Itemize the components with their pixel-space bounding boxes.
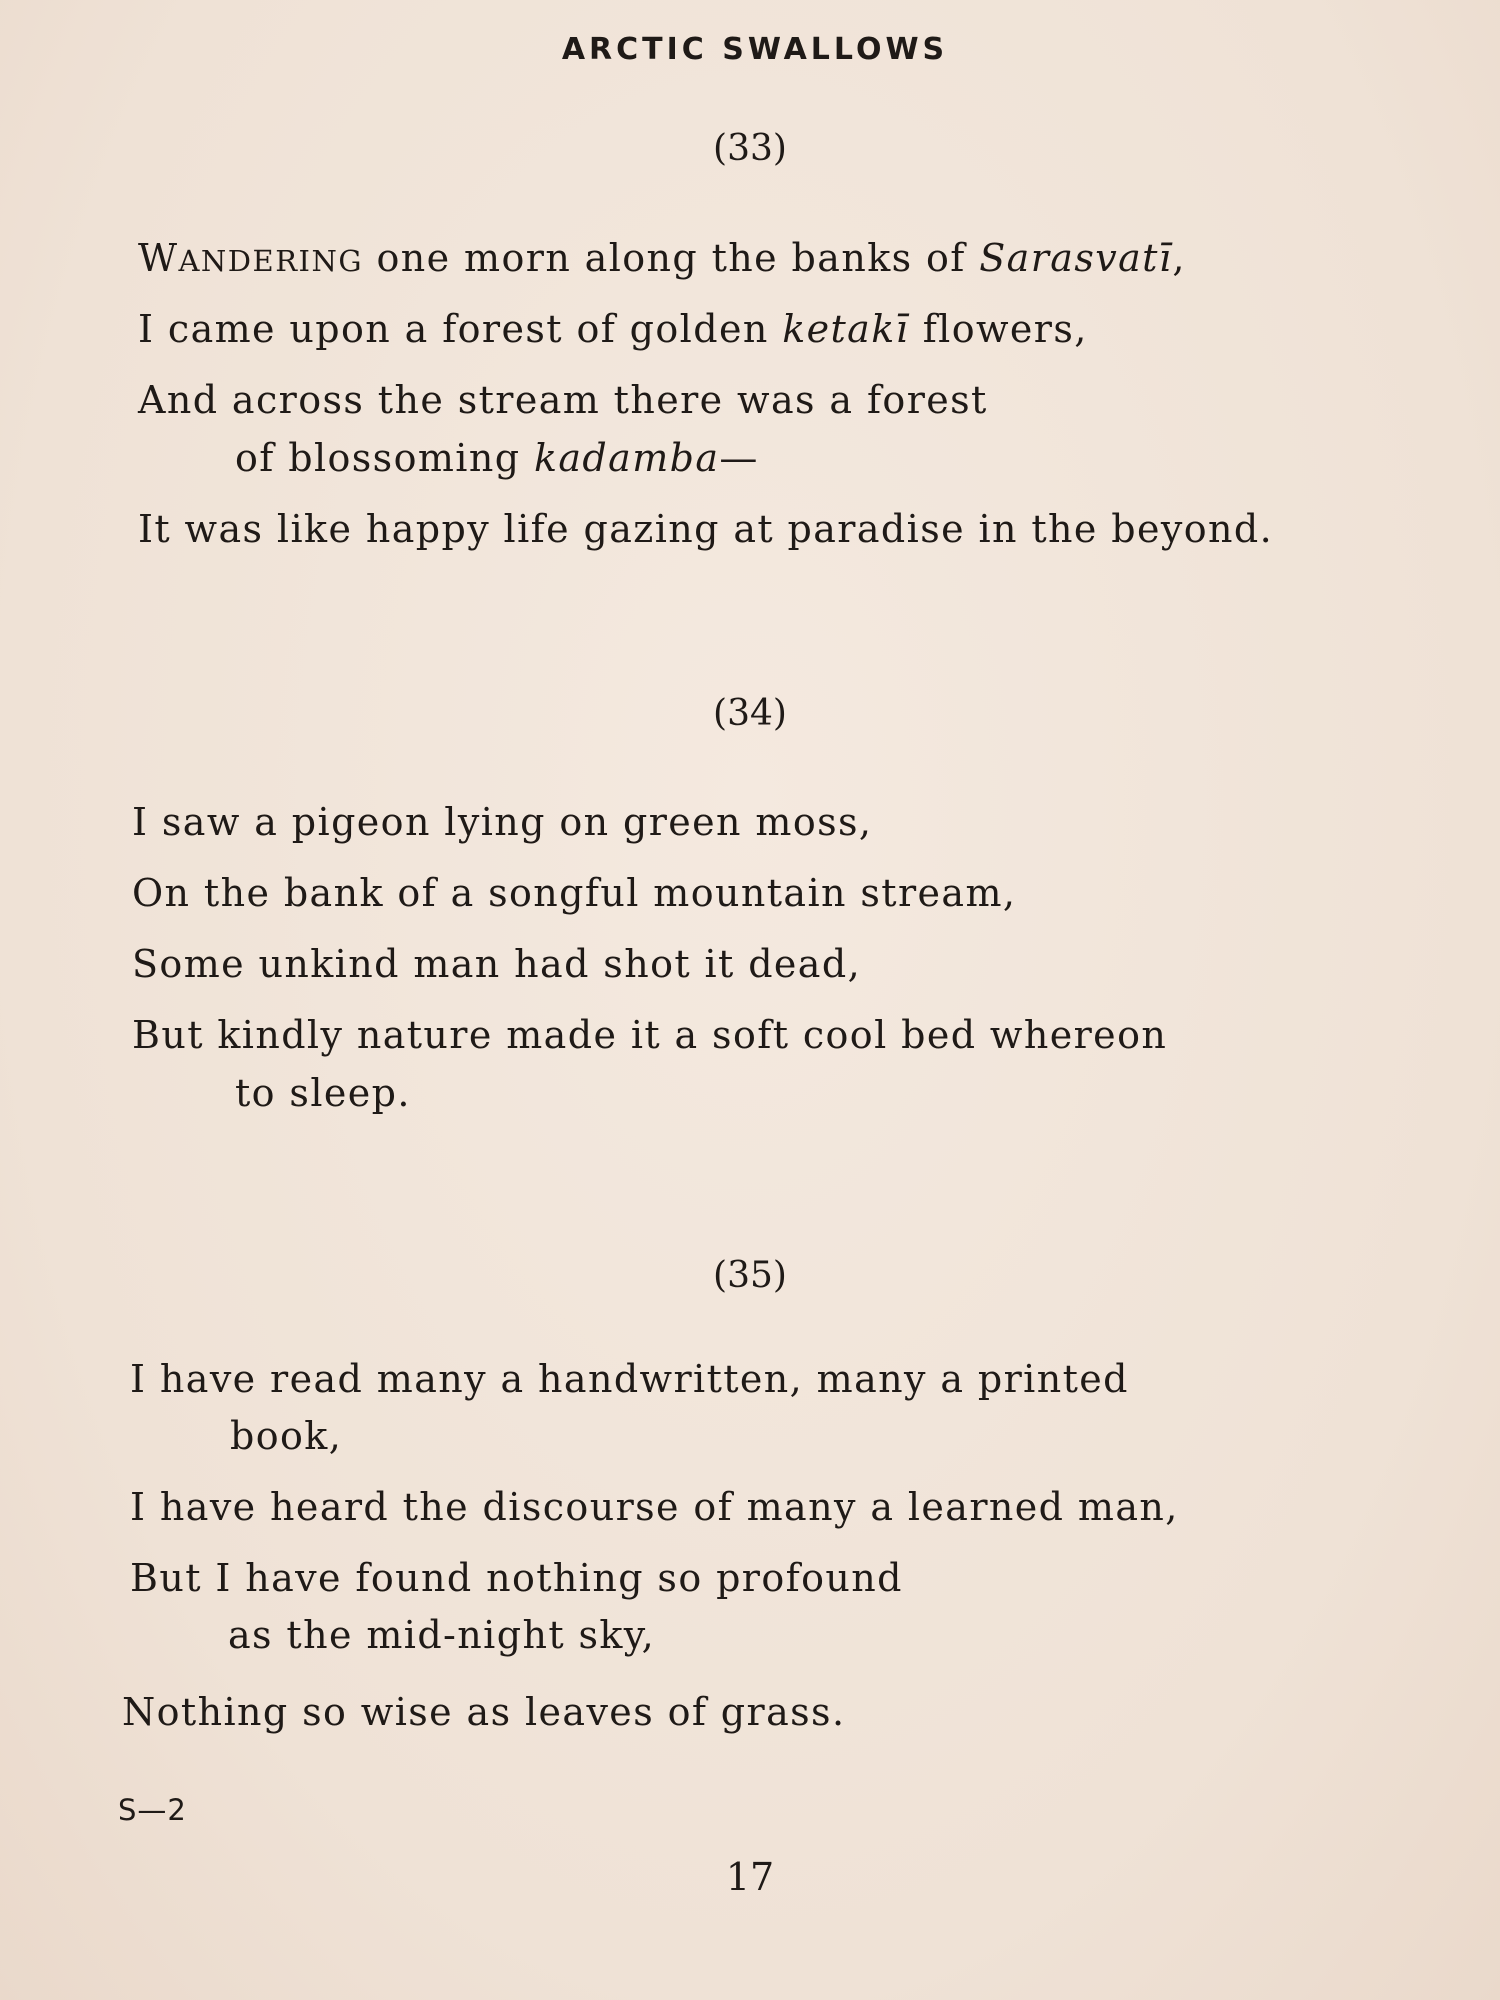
poem-33-line-1 bbox=[138, 236, 1186, 280]
poem-33-line-1-end: , bbox=[1172, 236, 1186, 280]
poem-33-line-4-italic: kadamba bbox=[533, 436, 720, 480]
poem-33-line-2-italic: ketakī bbox=[782, 307, 910, 351]
poem-33-line-1-italic: Sarasvatī bbox=[979, 236, 1173, 280]
running-head: ARCTIC SWALLOWS bbox=[561, 32, 949, 67]
poem-35-line-2: book, bbox=[230, 1414, 343, 1458]
poem-number-34: (34) bbox=[713, 693, 787, 734]
poem-34-line-1: I saw a pigeon lying on green moss, bbox=[132, 800, 873, 844]
poem-33-line-4 bbox=[235, 436, 759, 480]
poem-34-line-5: to sleep. bbox=[235, 1071, 411, 1115]
poem-35-line-6: Nothing so wise as leaves of grass. bbox=[122, 1690, 846, 1734]
poem-33-line-2-end: flowers, bbox=[909, 307, 1088, 351]
poem-33-line-3: And across the stream there was a forest bbox=[138, 378, 988, 422]
poem-34-line-4: But kindly nature made it a soft cool bed whereon bbox=[132, 1013, 1168, 1057]
poem-35-line-5: as the mid-night sky, bbox=[228, 1613, 656, 1657]
poem-33-line-5: It was like happy life gazing at paradise in the beyond. bbox=[138, 507, 1274, 551]
poem-33-line-2 bbox=[138, 307, 1088, 351]
poem-33-dropcap: W bbox=[138, 236, 179, 280]
poem-number-33: (33) bbox=[713, 128, 787, 169]
poem-33-line-1-text: one morn along the banks of bbox=[363, 236, 980, 280]
poem-35-line-4: But I have found nothing so profound bbox=[130, 1556, 903, 1600]
poem-33-line-4-text: of blossoming bbox=[235, 436, 534, 480]
poem-34-line-3: Some unkind man had shot it dead, bbox=[132, 942, 862, 986]
poem-33-line-2-text: I came upon a forest of golden bbox=[138, 307, 783, 351]
page-number: 17 bbox=[725, 1855, 775, 1899]
poem-35-line-1: I have read many a handwritten, many a printed bbox=[130, 1357, 1129, 1401]
poem-34-line-2: On the bank of a songful mountain stream, bbox=[132, 871, 1017, 915]
poem-number-35: (35) bbox=[713, 1255, 787, 1296]
poem-33-line-4-end: — bbox=[719, 436, 759, 480]
signature-mark: S—2 bbox=[118, 1793, 187, 1827]
poem-35-line-3: I have heard the discourse of many a learned man, bbox=[130, 1485, 1179, 1529]
poem-33-smallcaps: ANDERING bbox=[178, 244, 364, 278]
